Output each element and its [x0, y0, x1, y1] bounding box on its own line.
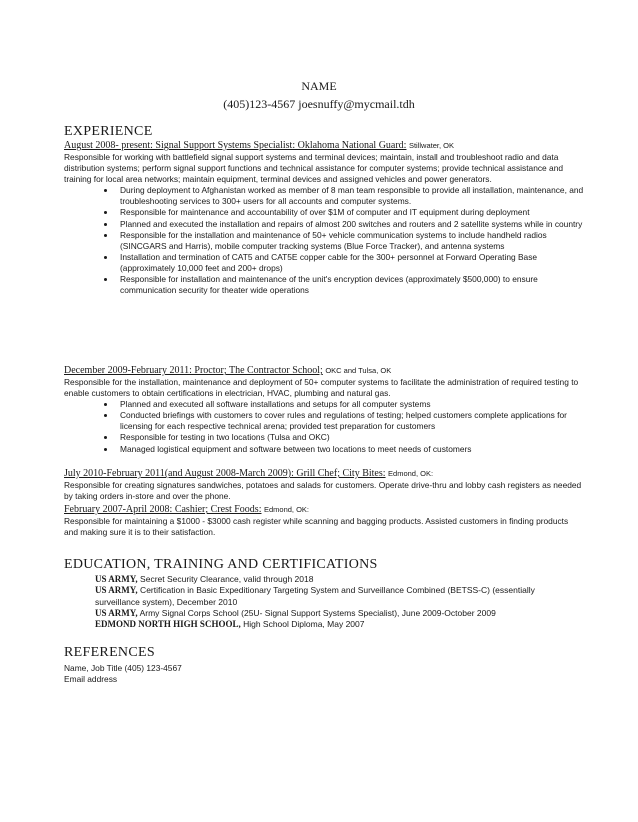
list-item: • Managed logistical equipment and software between two locations to meet needs of customers	[116, 444, 584, 455]
list-item	[95, 619, 575, 630]
edu-org: US ARMY,	[95, 574, 138, 584]
list-item: • During deployment to Afghanistan worked as member of 8 man team responsible to provide all installation, maintenance, and troubleshooting services to 300+ users for all accounts and computer systems.	[116, 185, 584, 207]
list-item: • Responsible for testing in two locations (Tulsa and OKC)	[116, 432, 584, 443]
list-item	[95, 574, 575, 585]
edu-detail: Army Signal Corps School (25U- Signal Support Systems Specialist), June 2009-October 2009	[137, 607, 496, 618]
list-item	[95, 608, 575, 619]
job-heading	[64, 468, 584, 480]
edu-org: EDMOND NORTH HIGH SCHOOL,	[95, 619, 241, 630]
list-item: • Responsible for maintenance and accountability of over $1M of computer and IT equipment during deployment	[116, 207, 584, 218]
edu-detail: Secret Security Clearance, valid through 2018	[137, 574, 314, 584]
job-bullets	[64, 185, 584, 296]
list-item: • Responsible for the installation and maintenance of 50+ vehicle communication systems to include handheld radios (SINCGARS and Harris), mobile computer tracking systems (Blue Force Tracker), and antenna systems	[116, 230, 584, 252]
job-entry	[64, 140, 584, 296]
contact-line: (405)123-4567 joesnuffy@mycmail.tdh	[223, 97, 415, 111]
list-item: • Responsible for installation and maintenance of the unit's encryption devices (approximately $500,000) to ensure communication security for theater wide operations	[116, 274, 584, 296]
job-heading	[64, 140, 584, 152]
list-item: • Installation and termination of CAT5 and CAT5E copper cable for the 300+ personnel at Forward Operating Base (approximately 10,000 feet and 200+ drops)	[116, 252, 584, 274]
job-title-text: February 2007-April 2008: Cashier; Crest Foods:	[64, 504, 262, 515]
experience-heading: EXPERIENCE	[64, 124, 153, 139]
list-item	[95, 585, 575, 608]
job-entry	[64, 504, 584, 538]
job-entry	[64, 365, 584, 455]
references-block	[64, 663, 182, 685]
edu-org: US ARMY,	[95, 585, 138, 596]
job-location: Stillwater, OK	[408, 141, 454, 150]
education-list	[95, 574, 575, 630]
edu-detail: Certification in Basic Expeditionary Targeting System and Surveillance Combined (BETSS-C) (essentially surveillance system), December 2010	[95, 585, 535, 607]
job-heading	[64, 365, 584, 377]
job-title-text: December 2009-February 2011: Proctor; The Contractor School;	[64, 365, 323, 376]
job-location: OKC and Tulsa, OK	[325, 366, 392, 375]
job-description: Responsible for creating signatures sandwiches, potatoes and salads for customers. Operate drive-thru and lobby cash registers as needed by taking orders in-store and over the phone.	[64, 480, 582, 502]
job-title-link-text: August 2008- present: Signal Support Systems Specialist: Oklahoma National Guard:	[64, 140, 407, 151]
job-entry	[64, 468, 584, 502]
education-heading: EDUCATION, TRAINING AND CERTIFICATIONS	[64, 557, 378, 572]
job-description: Responsible for the installation, maintenance and deployment of 50+ computer systems to facilitate the administration of required testing to enable customers to obtain certifications in electrician, HVAC, plumbing and natural gas.	[64, 377, 579, 399]
job-heading	[64, 504, 584, 516]
edu-detail: High School Diploma, May 2007	[240, 619, 365, 630]
job-location: Edmond, OK:	[263, 505, 310, 514]
job-description: Responsible for working with battlefield signal support systems and terminal devices; maintain, install and troubleshoot radio and data distribution systems; perform signal support functions and technical assistance for computer systems; provide technical assistance and training for local area networks; maintain equipment, terminal devices and assigned vehicles and power generators.	[64, 152, 564, 185]
list-item: • Planned and executed all software installations and setups for all computer systems	[116, 399, 584, 410]
references-heading: REFERENCES	[64, 645, 155, 660]
job-location: Edmond, OK:	[388, 469, 434, 478]
job-description: Responsible for maintaining a $1000 - $3000 cash register while scanning and bagging products. Assisted customers in finding products and making sure it is to their satisfaction.	[64, 516, 569, 538]
job-title-text: July 2010-February 2011(and August 2008-March 2009): Grill Chef; City Bites:	[64, 468, 386, 479]
reference-line: Name, Job Title (405) 123-4567	[64, 663, 182, 673]
edu-org: US ARMY,	[95, 607, 138, 618]
reference-email: Email address	[64, 674, 118, 684]
resume-name: NAME	[301, 79, 337, 93]
list-item: • Planned and executed the installation and repairs of almost 200 switches and routers and 2 satellite systems while in country	[116, 219, 584, 230]
job-bullets	[64, 399, 584, 454]
list-item: • Conducted briefings with customers to cover rules and regulations of testing; helped customers complete applications for licensing for each respective technical arena; provided test preparation for customers	[116, 410, 584, 432]
